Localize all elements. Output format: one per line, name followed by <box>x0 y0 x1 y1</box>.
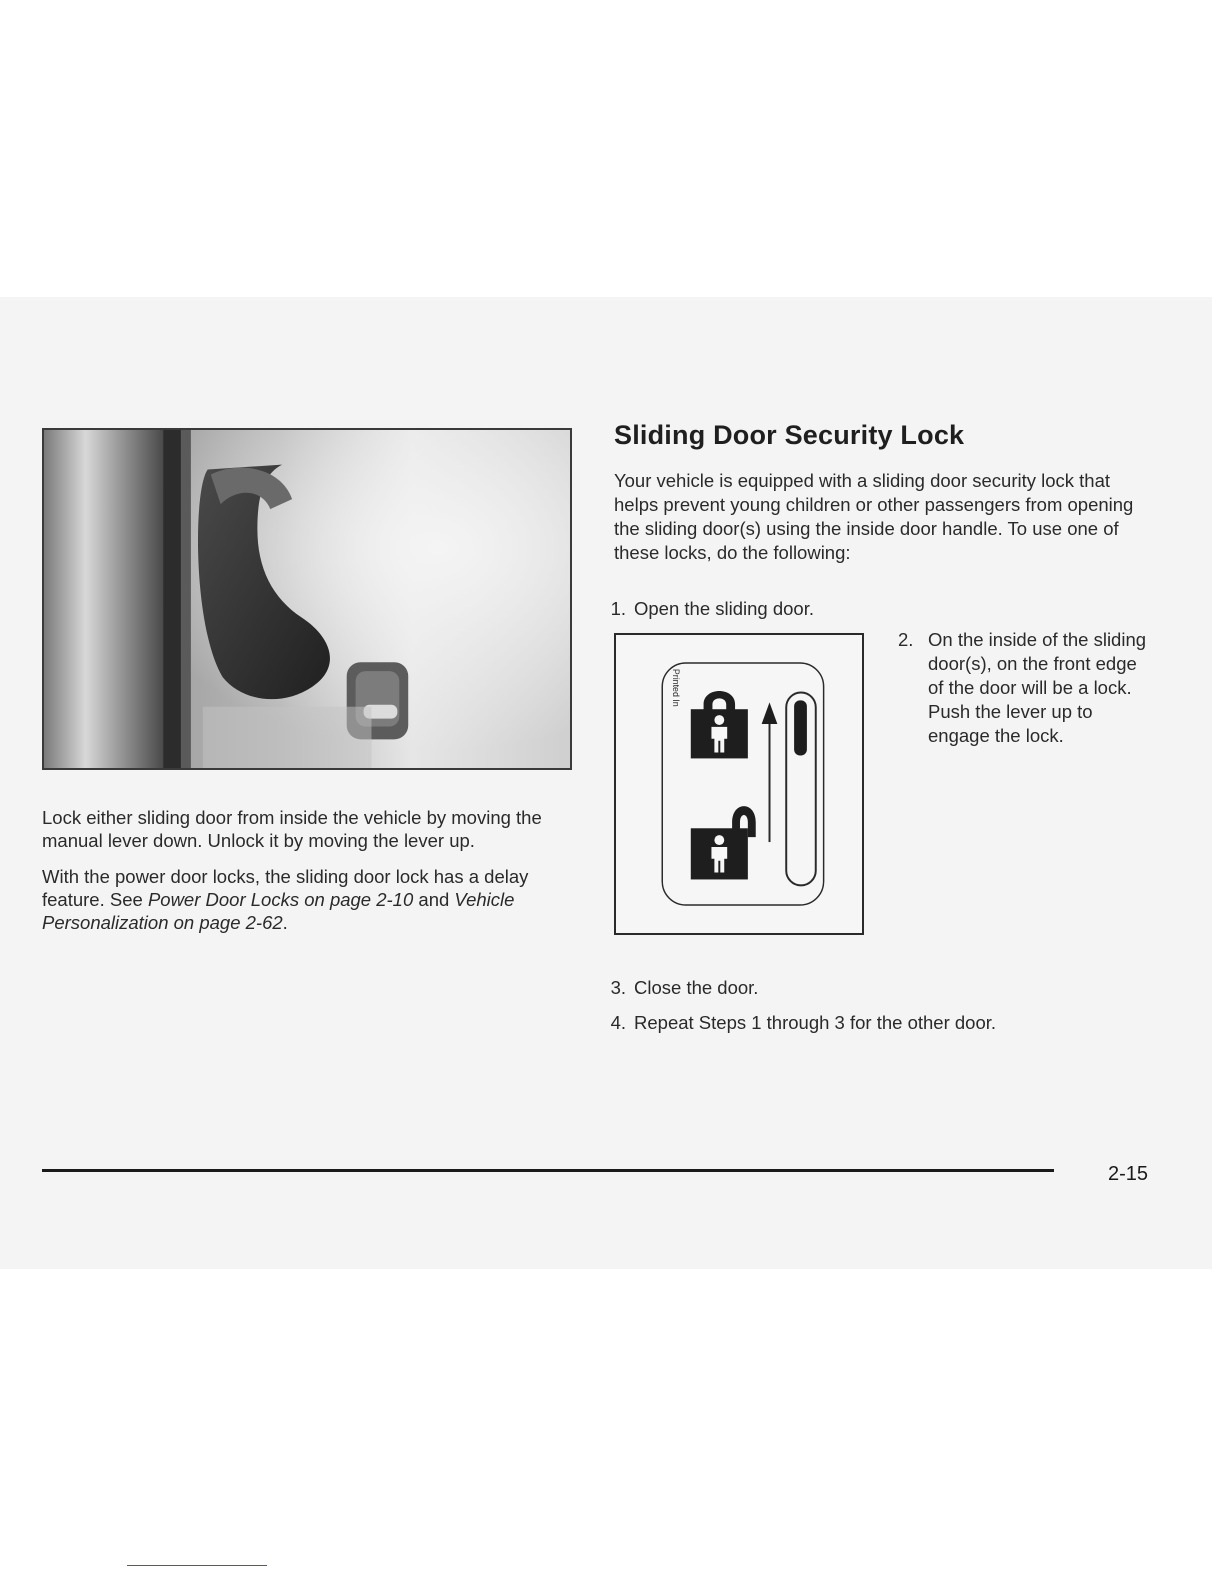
door-lock-lever-photo <box>44 430 570 768</box>
step-4 <box>594 1011 996 1035</box>
step-1 <box>594 597 814 621</box>
lock-diagram <box>614 633 864 935</box>
power-lock-note-end: . <box>282 912 288 933</box>
door-lock-photo <box>42 428 572 770</box>
lock-description: Lock either sliding door from inside the vehicle by moving the manual lever down. Unlock it by moving the lever up. <box>42 807 542 851</box>
locked-padlock-child-icon <box>691 691 748 758</box>
vehicle-personalization-ref[interactable]: Vehicle Personalization on page 2-62 <box>42 889 515 933</box>
power-door-locks-ref[interactable]: Power Door Locks on page 2-10 <box>147 889 414 910</box>
step-2 <box>898 628 1148 748</box>
section-heading: Sliding Door Security Lock <box>614 420 965 450</box>
power-lock-note-mid: and <box>413 889 455 910</box>
step-number: 2. <box>898 629 914 650</box>
diagram-label: Printed In <box>671 668 682 707</box>
step-number: 3. <box>610 977 626 998</box>
lever-slot <box>786 692 816 885</box>
up-arrow-icon <box>762 702 778 842</box>
power-lock-note-lead: With the power door locks, the sliding door lock has a delay feature. See <box>42 866 529 910</box>
step-text: Open the sliding door. <box>634 598 814 619</box>
step-text: Close the door. <box>634 977 759 998</box>
unlocked-padlock-child-icon <box>691 806 756 879</box>
step-3 <box>594 976 758 1000</box>
step-number: 4. <box>610 1012 626 1033</box>
page-number: 2-15 <box>1108 1163 1149 1185</box>
step-number: 1. <box>610 598 626 619</box>
power-lock-note <box>42 865 582 934</box>
footer-link-underline <box>127 1565 267 1566</box>
step-text: On the inside of the sliding door(s), on the front edge of the door will be a lock. Push the lever up to engage the lock. <box>928 629 1147 746</box>
lock-diagram-graphic <box>616 635 862 933</box>
footer-rule <box>42 1169 1054 1172</box>
lever-handle[interactable] <box>794 700 807 755</box>
intro-paragraph: Your vehicle is equipped with a sliding door security lock that helps prevent young children or other passengers from opening the sliding door(s) using the inside door handle. To use one of these locks, do the following: <box>614 470 1134 563</box>
step-text: Repeat Steps 1 through 3 for the other door. <box>634 1012 997 1033</box>
